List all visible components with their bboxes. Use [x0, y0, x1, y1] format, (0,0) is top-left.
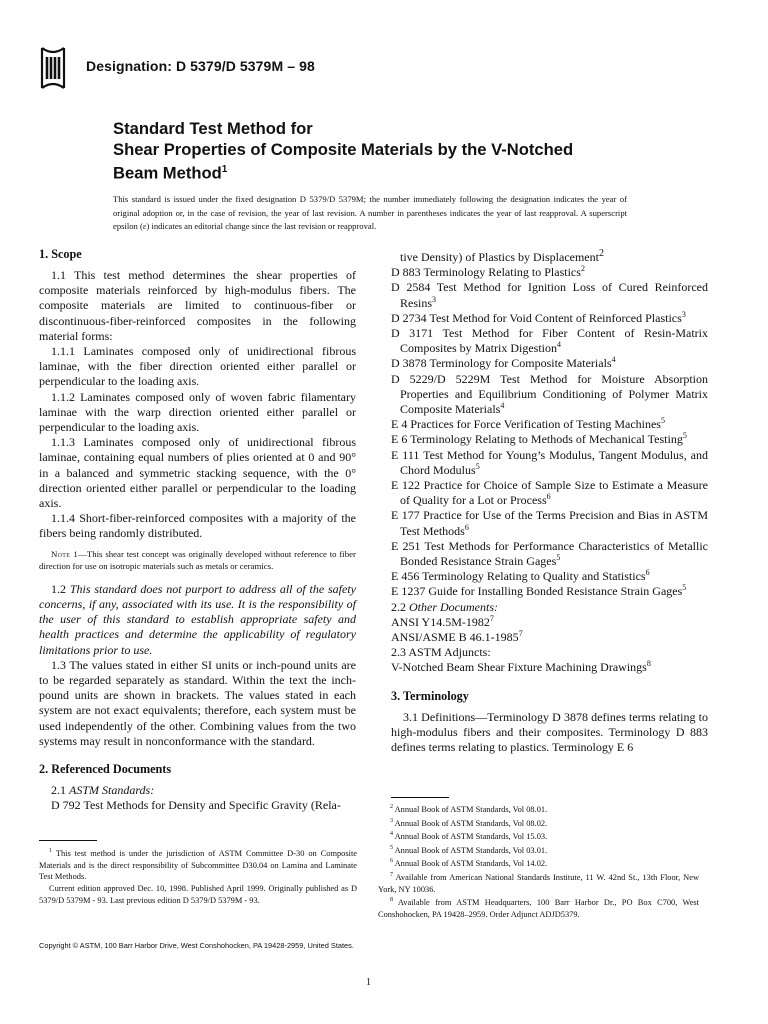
- reference-item: D 3171 Test Method for Fiber Content of Resin-Matrix Composites by Matrix Digestion$^4$: [391, 326, 708, 356]
- section-heading-referenced-documents: 2. Referenced Documents: [39, 762, 172, 777]
- reference-item: E 6 Terminology Relating to Methods of Mechanical Testing$^5$: [391, 431, 687, 447]
- page-number: 1: [366, 977, 371, 988]
- footnote-1: $^1$ This test method is under the jurisdiction of ASTM Committee D-30 on Composite Materials and is the direct responsibility of Subcommittee D30.04 on Lamina and Laminate Test Methods.: [39, 848, 357, 882]
- title-line-2: Shear Properties of Composite Materials by the V-Notched: [113, 139, 574, 159]
- left-column: [39, 246, 356, 813]
- footnote-2: $^2$ Annual Book of ASTM Standards, Vol 08.01.: [390, 804, 548, 814]
- note-1: Note 1—This shear test concept was originally developed without reference to fiber direction for use on isotropic materials such as metals or ceramics.: [39, 548, 356, 572]
- footnote-5: $^5$ Annual Book of ASTM Standards, Vol 03.01.: [390, 844, 548, 855]
- paragraph-2-3: 2.3 ASTM Adjuncts:: [391, 645, 491, 660]
- footnotes-right: [378, 802, 699, 921]
- paragraph-1-1-2: 1.1.2 Laminates composed only of woven fabric filamentary laminae with the warp direction oriented either parallel or perpendicular to the loading axis.: [39, 389, 356, 435]
- paragraph-3-1: 3.1 Definitions—Terminology D 3878 defines terms relating to high-modulus fibers and their composites. Terminology D 883 defines terms relating to plastics. Terminology E 6: [391, 709, 708, 755]
- reference-item: E 111 Test Method for Young’s Modulus, Tangent Modulus, and Chord Modulus$^5$: [391, 447, 708, 477]
- paragraph-1-1-1: 1.1.1 Laminates composed only of unidirectional fibrous laminae, with the fiber direction oriented either parallel or perpendicular to the loading axis.: [39, 344, 356, 389]
- reference-item: E 251 Test Methods for Performance Characteristics of Metallic Bonded Resistance Strain Gages$^5$: [391, 538, 708, 569]
- reference-d792: D 792 Test Methods for Density and Specific Gravity (Rela-: [51, 798, 341, 813]
- reference-item: E 456 Terminology Relating to Quality and Statistics$^6$: [391, 568, 650, 584]
- paragraph-2-2: 2.2 Other Documents:: [391, 599, 498, 614]
- footnote-7: $^7$ Available from American National Standards Institute, 11 W. 42nd St., 13th Floor, New York, NY 10036.: [378, 871, 699, 894]
- ansi-asme-b46: ANSI/ASME B 46.1-1985$^7$: [391, 629, 523, 645]
- ansi-y14-5m: ANSI Y14.5M-1982$^7$: [391, 613, 494, 629]
- document-title: [113, 119, 573, 184]
- footnote-rule-right: [391, 797, 449, 798]
- reference-continuation: tive Density) of Plastics by Displacement$^2$: [400, 248, 604, 264]
- intro-paragraph: This standard is issued under the fixed designation D 5379/D 5379M; the number immediately following the designation indicates the year of original adoption or, in the case of revision, the year of last revision. A number in parentheses indicates the year of last reapproval. A superscript epsilon (ε) indicates an editorial change since the last revision or reapproval.: [113, 194, 627, 232]
- paragraph-1-2: 1.2 This standard does not purport to address all of the safety concerns, if any, associated with its use. It is the responsibility of the user of this standard to establish appropriate safety and health practices and determine the applicability of regulatory limitations prior to use.: [39, 581, 356, 657]
- reference-item: D 3878 Terminology for Composite Materials$^4$: [391, 355, 616, 371]
- footnote-rule-left: [39, 840, 97, 841]
- title-line-3: Beam Method$^1$: [113, 163, 228, 183]
- reference-item: D 2584 Test Method for Ignition Loss of Cured Reinforced Resins$^3$: [391, 280, 708, 310]
- title-line-1: Standard Test Method for: [113, 119, 313, 138]
- reference-item: E 122 Practice for Choice of Sample Size to Estimate a Measure of Quality for a Lot or Process$^6$: [391, 478, 708, 508]
- reference-list: [391, 265, 708, 599]
- designation: Designation: D 5379/D 5379M – 98: [86, 58, 315, 74]
- paragraph-1-1-3: 1.1.3 Laminates composed only of unidirectional fibrous laminae, containing equal numbers of plies oriented at 0 and 90° in a balanced and symmetric stacking sequence, with the 0° direction oriented either parallel or perpendicular to the loading axis.: [39, 435, 356, 511]
- paragraph-2-1: 2.1 ASTM Standards:: [51, 783, 155, 798]
- section-heading-scope: 1. Scope: [39, 247, 82, 261]
- footnotes-left: [39, 846, 357, 907]
- reference-item: E 4 Practices for Force Verification of Testing Machines$^5$: [391, 416, 665, 432]
- right-column: [391, 246, 708, 755]
- section-heading-terminology: 3. Terminology: [391, 688, 469, 703]
- reference-item: E 1237 Guide for Installing Bonded Resistance Strain Gages$^5$: [391, 583, 687, 599]
- copyright-line: Copyright © ASTM, 100 Barr Harbor Drive, West Conshohocken, PA 19428-2959, United States.: [39, 941, 354, 950]
- reference-item: D 2734 Test Method for Void Content of Reinforced Plastics$^3$: [391, 309, 686, 325]
- paragraph-1-1: 1.1 This test method determines the shear properties of composite materials reinforced by high-modulus fibers. The composite materials are limited to continuous-fiber or discontinuous-fiber-reinforced composites in the following material forms:: [39, 268, 356, 343]
- footnote-4: $^4$ Annual Book of ASTM Standards, Vol 15.03.: [390, 831, 548, 841]
- footnote-1-approval: Current edition approved Dec. 10, 1998. Published April 1999. Originally published as D 5379/D 5379M - 93. Last previous edition D 5379/D 5379M - 93.: [39, 884, 357, 905]
- astm-logo: [38, 46, 68, 90]
- footnote-6: $^6$ Annual Book of ASTM Standards, Vol 14.02.: [390, 858, 548, 869]
- footnote-8: $^8$ Available from ASTM Headquarters, 100 Barr Harbor Dr., PO Box C700, West Conshohocken, PA 19428–2959. Order Adjunct ADJD5379.: [378, 897, 699, 919]
- reference-item: D 5229/D 5229M Test Method for Moisture Absorption Properties and Equilibrium Conditioning of Polymer Matrix Composite Materials$^4$: [391, 371, 708, 417]
- reference-item: E 177 Practice for Use of the Terms Precision and Bias in ASTM Test Methods$^6$: [391, 508, 708, 538]
- reference-item: D 883 Terminology Relating to Plastics$^2$: [391, 264, 585, 280]
- footnote-3: $^3$ Annual Book of ASTM Standards, Vol 08.02.: [390, 817, 548, 828]
- adjunct-drawings: V-Notched Beam Shear Fixture Machining Drawings$^8$: [391, 659, 651, 675]
- paragraph-1-1-4: 1.1.4 Short-fiber-reinforced composites with a majority of the fibers being randomly distributed.: [39, 511, 356, 541]
- paragraph-1-3: 1.3 The values stated in either SI units or inch-pound units are to be regarded separately as standard. Within the text the inch-pound units are shown in brackets. The values stated in each system are not exact equivalents; therefore, each system must be used independently of the other. Combining values from the two systems may result in nonconformance with the standard.: [39, 657, 356, 748]
